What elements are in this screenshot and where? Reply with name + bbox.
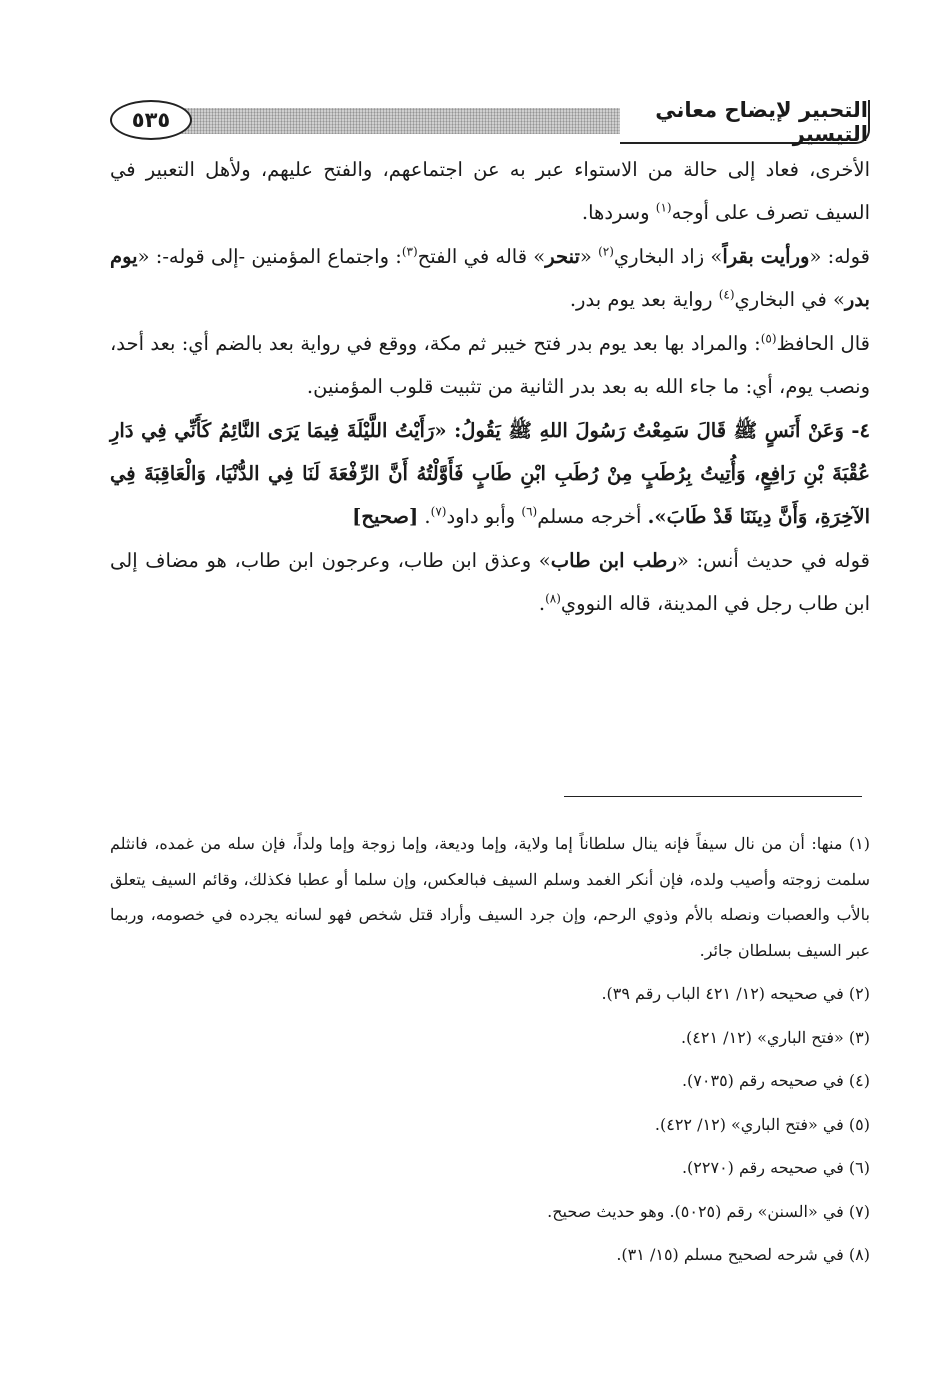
quoted-term: ورأيت بقراً [722,245,810,268]
paragraph-text: قوله: « [809,245,870,268]
footnote-ref[interactable]: (٥) [760,331,777,346]
footnote-5: (٥) في «فتح الباري» (١٢/ ٤٢٢). [654,1114,870,1134]
paragraph-text: وأبو داود [446,505,522,528]
footnote-ref[interactable]: (٢) [598,244,614,259]
paragraph-text: » وعذق ابن طاب، وعرجون ابن طاب، هو مضاف إلى ابن طاب رجل في المدينة، قاله النووي [110,549,870,615]
footnote-ref[interactable]: (٦) [521,504,538,519]
paragraph-text: الأخرى، فعاد إلى حالة من الاستواء عبر به عن اجتماعهم، والفتح عليهم، ولأهل التعبير في السيف تصرف على أوجه [110,158,870,224]
paragraph-text: قال الحافظ [776,332,870,355]
main-text [110,148,870,626]
paragraph-text: رواية بعد يوم بدر. [569,288,719,311]
paragraph-text: قوله في حديث أنس: « [676,549,871,572]
hadith-text: ٤- وَعَنْ أَنَسٍ ﷺ قَالَ سَمِعْتُ رَسُولَ اللهِ ﷺ يَقُولُ: «رَأَيْتُ اللَّيْلَةَ فِيمَا يَرَى النَّائِمُ كَأَنِّي فِي دَارِ عُقْبَةَ بْنِ رَافِعٍ، وَأُتِيتُ بِرُطَبٍ مِنْ رُطَبِ ابْنِ طَابٍ فَأَوَّلْتُهُ أَنَّ الرِّفْعَةَ لَنَا فِي الدُّنْيَا، وَالْعَاقِبَةَ فِي الآخِرَةِ، وَأَنَّ دِينَنَا قَدْ طَابَ». [110,419,870,528]
paragraph-text: » في البخاري [734,288,845,311]
footnote-ref[interactable]: (٣) [401,244,418,259]
quoted-term: يوم بدر [110,245,870,311]
header-decorative-band [170,108,665,134]
footnote-ref[interactable]: (٨) [545,591,561,606]
paragraph-3 [110,322,870,408]
running-title: التحبير لإيضاح معاني التيسير [620,100,870,144]
hadith-paragraph [110,409,870,538]
footnote-6: (٦) في صحيحه رقم (٢٢٧٠). [681,1158,870,1177]
paragraph-4 [110,539,870,625]
footnote-1: (١) منها: أن من نال سيفاً فإنه ينال سلطاناً إما ولاية، وإما وديعة، وإما زوجة وإما ولداً، فإن سله من غمده، فانثلم سلمت زوجته وأصيب ولده، فإن أنكر الغمد وسلم السيف فبالعكس، وإن سلما أو عطبا فكذلك، وقائم السيف يتعلق بالأب والعصبات ونصله بالأم وذوي الرحم، وإن جرد السيف وأراد قتل شخص فهو لسانه يجرده في خصومه، وربما عبر السيف بسلطان جائر. [110,834,870,960]
page-number: ٥٣٥ [110,100,192,140]
paragraph-text: « [579,245,599,268]
quoted-term: رطب ابن طاب [550,549,677,572]
quoted-term: تنحر [545,245,580,268]
footnote-3: (٣) «فتح الباري» (١٢/ ٤٢١). [680,1027,870,1047]
paragraph-text: أخرجه مسلم [537,505,648,528]
paragraph-text: : والمراد بها بعد يوم بدر فتح خيبر ثم مكة، ووقع في رواية بعد بالضم أي: بعد أحد، ونصب يوم، أي: ما جاء الله به بعد بدر الثانية من تثبيت قلوب المؤمنين. [110,332,870,398]
footnote-2: (٢) في صحيحه (١٢/ ٤٢١ الباب رقم ٣٩). [601,984,870,1003]
page-header [110,100,870,144]
paragraph-text: وسردها. [581,201,656,224]
footnote-ref[interactable]: (١) [655,200,672,215]
footnote-ref[interactable]: (٤) [718,287,735,302]
paragraph-text: . [538,592,546,615]
footnote-8: (٨) في شرحه لصحيح مسلم (١٥/ ٣١). [616,1245,870,1264]
paragraph-2 [110,235,870,321]
hadith-grade: [صحيح] [352,505,419,528]
paragraph-text: » قاله في الفتح [417,245,546,268]
footnotes [110,826,870,1273]
paragraph-text: : واجتماع المؤمنين -إلى قوله-: « [137,245,402,268]
paragraph-text: . [418,505,431,528]
paragraph-1 [110,148,870,234]
footnote-7: (٧) في «السنن» رقم (٥٠٢٥). وهو حديث صحيح. [547,1201,870,1221]
footnote-separator [564,796,862,797]
footnote-4: (٤) في صحيحه رقم (٧٠٣٥). [681,1071,870,1090]
footnote-ref[interactable]: (٧) [430,504,447,519]
paragraph-text: » زاد البخاري [613,245,723,268]
